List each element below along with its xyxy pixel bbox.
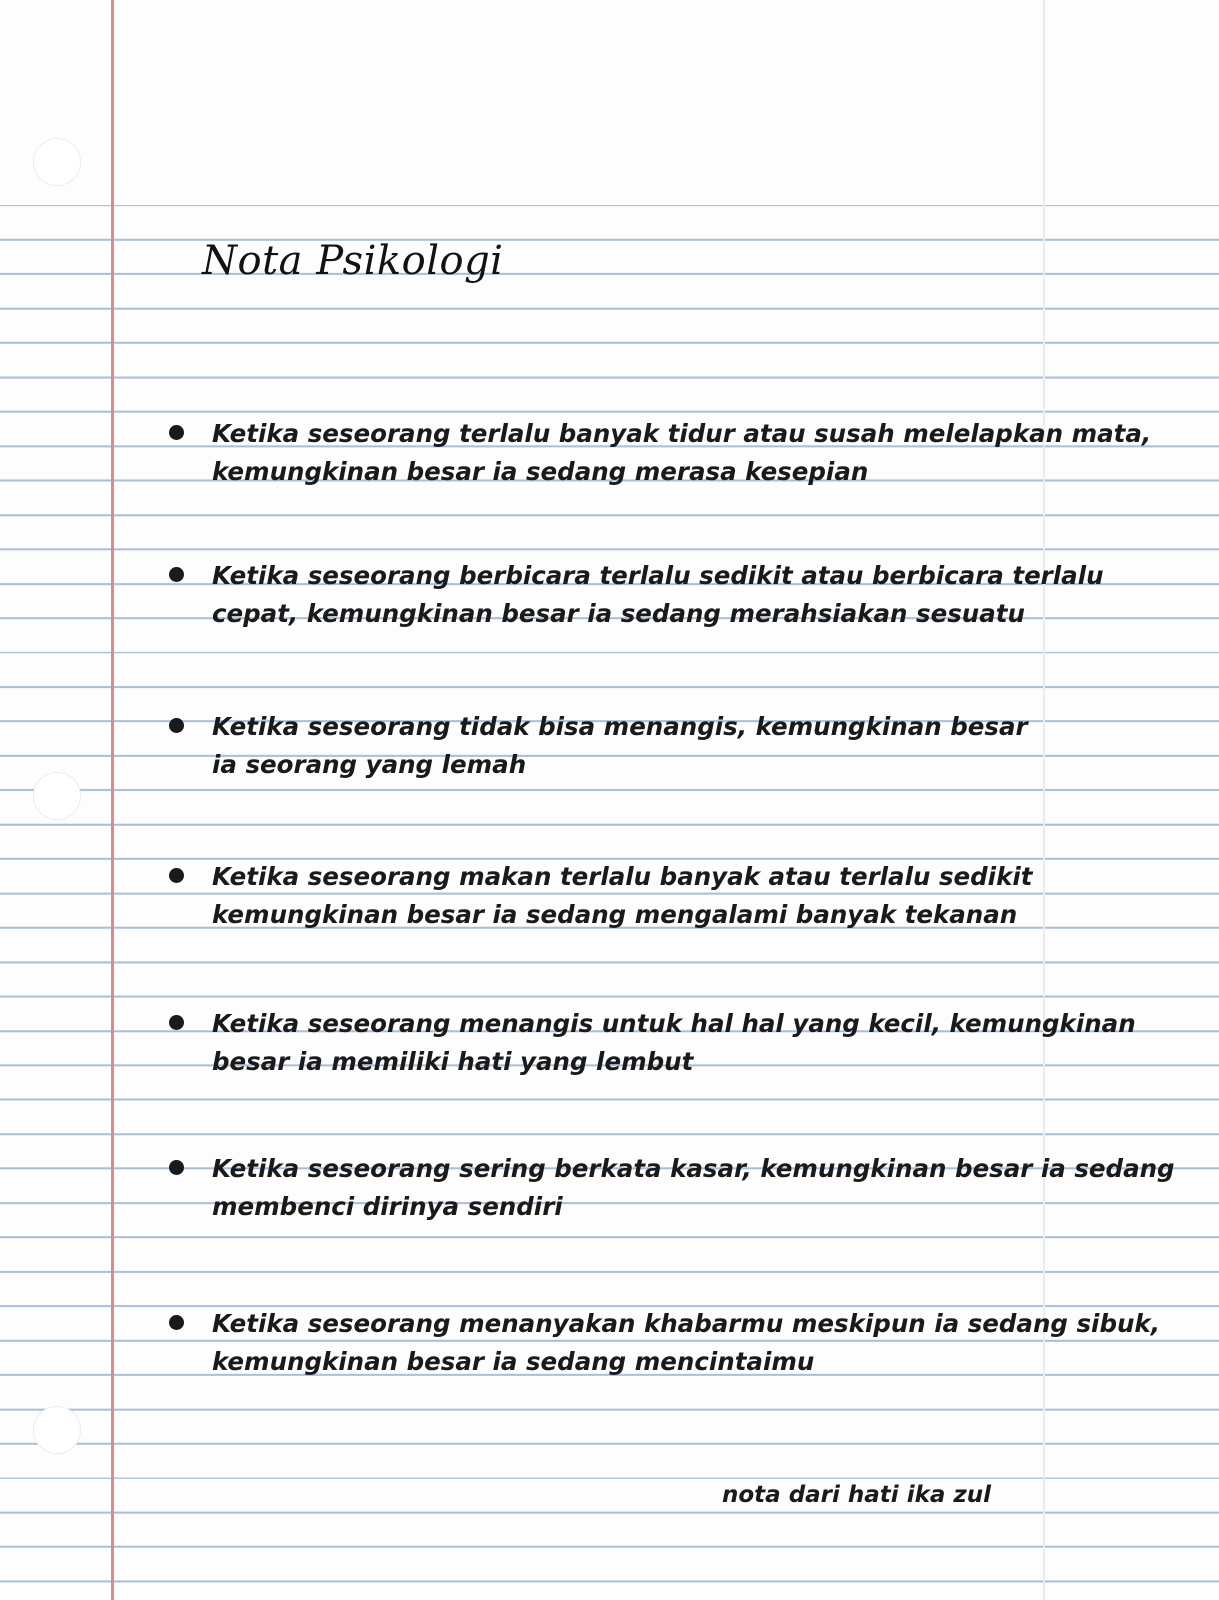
binder-hole-middle [33,772,81,820]
note-text [212,1005,1212,1081]
bullet-icon [169,868,184,883]
note-line: Ketika seseorang menangis untuk hal hal yang kecil, kemungkinan [212,1009,1136,1038]
note-line: ia seorang yang lemah [212,750,527,779]
paper-header-space [0,0,1219,205]
note-text [212,415,1212,491]
note-text [212,1305,1212,1381]
signature-text: nota dari hati ika zul [722,1482,992,1508]
binder-hole-top [33,138,81,186]
bullet-icon [169,1015,184,1030]
note-text [212,708,1212,784]
page-title: Nota Psikologi [202,238,504,284]
note-line: Ketika seseorang tidak bisa menangis, kemungkinan besar [212,712,1028,741]
note-line: Ketika seseorang sering berkata kasar, kemungkinan besar ia sedang [212,1154,1175,1183]
note-line: kemungkinan besar ia sedang mengalami banyak tekanan [212,900,1018,929]
binder-hole-bottom [33,1406,81,1454]
note-line: Ketika seseorang menanyakan khabarmu meskipun ia sedang sibuk, [212,1309,1161,1338]
bullet-icon [169,1315,184,1330]
note-line: besar ia memiliki hati yang lembut [212,1047,694,1076]
note-text [212,557,1212,633]
note-text [212,1150,1212,1226]
note-line: Ketika seseorang berbicara terlalu sedikit atau berbicara terlalu [212,561,1104,590]
margin-line [111,0,114,1600]
note-line: cepat, kemungkinan besar ia sedang merahsiakan sesuatu [212,599,1025,628]
bullet-icon [169,1160,184,1175]
note-line: Ketika seseorang terlalu banyak tidur atau susah melelapkan mata, [212,419,1152,448]
note-line: membenci dirinya sendiri [212,1192,563,1221]
note-line: kemungkinan besar ia sedang merasa kesepian [212,457,869,486]
bullet-icon [169,718,184,733]
note-line: Ketika seseorang makan terlalu banyak atau terlalu sedikit [212,862,1033,891]
note-text [212,858,1212,934]
bullet-icon [169,567,184,582]
note-line: kemungkinan besar ia sedang mencintaimu [212,1347,815,1376]
bullet-icon [169,425,184,440]
